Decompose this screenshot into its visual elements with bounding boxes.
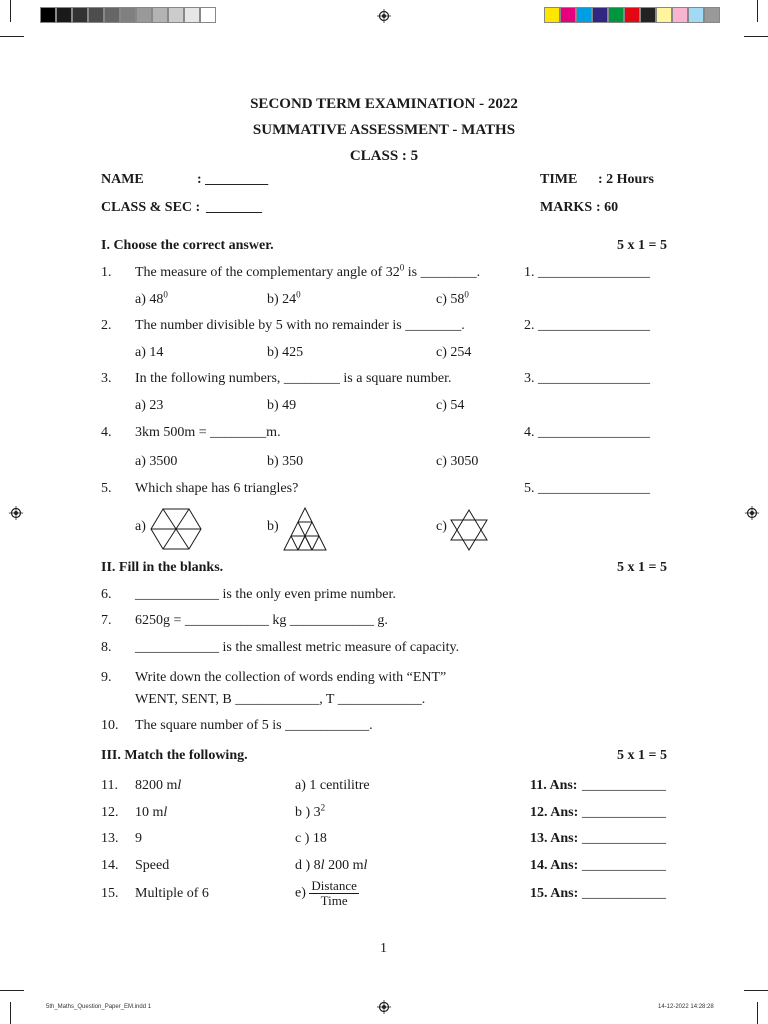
- answer-label: 13. Ans:: [530, 831, 579, 846]
- option-c: c): [436, 519, 447, 534]
- crop-mark: [744, 36, 768, 37]
- question-text: 6250g = ____________ kg ____________ g.: [135, 613, 388, 628]
- question-number: 7.: [101, 613, 112, 628]
- calibration-swatch: [72, 7, 88, 23]
- calibration-swatch: [152, 7, 168, 23]
- section-1-marks: 5 x 1 = 5: [617, 238, 667, 253]
- match-left: 10 ml: [135, 805, 168, 820]
- calibration-swatch: [656, 7, 672, 23]
- question-number: 6.: [101, 587, 112, 602]
- registration-mark-icon: [9, 506, 23, 520]
- question-number: 5.: [101, 481, 112, 496]
- exam-title: SECOND TERM EXAMINATION - 2022: [250, 96, 518, 112]
- option-b: b) $24^0$: [267, 289, 301, 307]
- crop-mark: [757, 0, 758, 22]
- name-field: : _________: [197, 172, 269, 187]
- match-right: e) $\frac{\text{Distance}}{\text{Time}}$: [295, 878, 357, 908]
- calibration-swatch: [120, 7, 136, 23]
- match-left: Multiple of 6: [135, 886, 209, 901]
- option-c: c) 254: [436, 345, 472, 360]
- question-text: Which shape has 6 triangles?: [135, 481, 299, 496]
- marks-label: MARKS: [540, 200, 593, 215]
- match-right: c ) 18: [295, 831, 327, 846]
- option-b: b) 49: [267, 398, 297, 413]
- option-a: a) 23: [135, 398, 164, 413]
- question-text: 3km 500m = ________m.: [135, 425, 281, 440]
- option-a: a) 3500: [135, 454, 178, 469]
- color-calibration-strip: [544, 7, 720, 23]
- option-c: c) 3050: [436, 454, 479, 469]
- crop-mark: [744, 990, 768, 991]
- calibration-swatch: [704, 7, 720, 23]
- option-a: a): [135, 519, 146, 534]
- answer-blank: 5. ________________: [524, 481, 650, 496]
- marks-value: : 60: [596, 200, 619, 215]
- answer-label: 11. Ans:: [530, 778, 578, 793]
- section-3-marks: 5 x 1 = 5: [617, 748, 667, 763]
- answer-blank: 2. ________________: [524, 318, 650, 333]
- question-number: 9.: [101, 670, 112, 685]
- registration-mark-icon: [745, 506, 759, 520]
- calibration-swatch: [592, 7, 608, 23]
- calibration-swatch: [168, 7, 184, 23]
- question-number: 12.: [101, 805, 119, 820]
- crop-mark: [0, 36, 24, 37]
- question-number: 13.: [101, 831, 119, 846]
- question-number: 14.: [101, 858, 119, 873]
- page-number: 1: [380, 941, 387, 956]
- time-value: : 2 Hours: [598, 172, 654, 187]
- calibration-swatch: [624, 7, 640, 23]
- match-right: a) 1 centilitre: [295, 778, 370, 793]
- print-timestamp: 14-12-2022 14:28:28: [658, 1004, 714, 1010]
- exam-subtitle: SUMMATIVE ASSESSMENT - MATHS: [252, 122, 516, 138]
- calibration-swatch: [576, 7, 592, 23]
- question-number: 4.: [101, 425, 112, 440]
- calibration-swatch: [544, 7, 560, 23]
- match-right: d ) 8l 200 ml: [295, 858, 368, 873]
- triangle-grid-icon: [283, 507, 327, 551]
- distance-time-fraction: $\frac{\text{Distance}}{\text{Time}}$: [311, 878, 357, 908]
- question-text: Write down the collection of words ending with “ENT”: [135, 670, 447, 685]
- section-1-title: I. Choose the correct answer.: [101, 238, 274, 253]
- question-text: In the following numbers, ________ is a square number.: [135, 371, 452, 386]
- option-c: c) 54: [436, 398, 465, 413]
- exam-class: CLASS : 5: [349, 148, 419, 164]
- option-a: a) 14: [135, 345, 164, 360]
- option-b: b): [267, 519, 279, 534]
- calibration-swatch: [104, 7, 120, 23]
- calibration-swatch: [184, 7, 200, 23]
- answer-label: 14. Ans:: [530, 858, 579, 873]
- registration-mark-icon: [377, 1000, 391, 1014]
- question-number: 1.: [101, 265, 112, 280]
- star-of-david-icon: [449, 509, 489, 551]
- class-sec-label: CLASS & SEC :: [101, 200, 201, 215]
- question-number: 10.: [101, 718, 119, 733]
- option-a: a) $48^0$: [135, 289, 168, 307]
- calibration-swatch: [672, 7, 688, 23]
- crop-mark: [757, 1002, 758, 1024]
- option-c: c) $58^0$: [436, 289, 469, 307]
- time-label: TIME: [540, 172, 578, 187]
- option-b: b) 425: [267, 345, 304, 360]
- calibration-swatch: [640, 7, 656, 23]
- question-text: The measure of the complementary angle of $32^0$ is ________.: [135, 262, 481, 280]
- answer-label: 12. Ans:: [530, 805, 579, 820]
- section-3-title: III. Match the following.: [101, 748, 248, 763]
- registration-mark-icon: [377, 9, 391, 23]
- section-2-title: II. Fill in the blanks.: [101, 560, 224, 575]
- question-text-line-2: WENT, SENT, B ____________, T ____________.: [135, 692, 426, 707]
- hexagon-triangles-icon: [150, 507, 202, 551]
- crop-mark: [10, 1002, 11, 1024]
- answer-blank: ____________: [582, 858, 666, 873]
- question-text: The square number of 5 is ____________.: [135, 718, 373, 733]
- question-number: 15.: [101, 886, 119, 901]
- grayscale-calibration-strip: [40, 7, 216, 23]
- question-number: 2.: [101, 318, 112, 333]
- calibration-swatch: [56, 7, 72, 23]
- calibration-swatch: [136, 7, 152, 23]
- question-number: 8.: [101, 640, 112, 655]
- question-text: ____________ is the only even prime number.: [135, 587, 396, 602]
- class-sec-field: ________: [206, 200, 262, 215]
- match-left: Speed: [135, 858, 170, 873]
- section-2-marks: 5 x 1 = 5: [617, 560, 667, 575]
- file-name: 5th_Maths_Question_Paper_EM.indd 1: [46, 1004, 152, 1010]
- calibration-swatch: [608, 7, 624, 23]
- crop-mark: [10, 0, 11, 22]
- question-text: The number divisible by 5 with no remainder is ________.: [135, 318, 465, 333]
- answer-blank: 1. ________________: [524, 265, 650, 280]
- match-left: 8200 ml: [135, 778, 182, 793]
- question-number: 3.: [101, 371, 112, 386]
- answer-label: 15. Ans:: [530, 886, 579, 901]
- calibration-swatch: [88, 7, 104, 23]
- question-text: ____________ is the smallest metric measure of capacity.: [135, 640, 460, 655]
- answer-blank: ____________: [582, 831, 666, 846]
- question-number: 11.: [101, 778, 118, 793]
- answer-blank: ____________: [582, 778, 666, 793]
- calibration-swatch: [688, 7, 704, 23]
- match-right: b ) $3^2$: [295, 802, 326, 820]
- calibration-swatch: [200, 7, 216, 23]
- option-b: b) 350: [267, 454, 304, 469]
- answer-blank: 3. ________________: [524, 371, 650, 386]
- answer-blank: ____________: [582, 805, 666, 820]
- answer-blank: 4. ________________: [524, 425, 650, 440]
- calibration-swatch: [560, 7, 576, 23]
- match-left: 9: [135, 831, 142, 846]
- calibration-swatch: [40, 7, 56, 23]
- crop-mark: [0, 990, 24, 991]
- answer-blank: ____________: [582, 886, 666, 901]
- name-label: NAME: [101, 172, 144, 187]
